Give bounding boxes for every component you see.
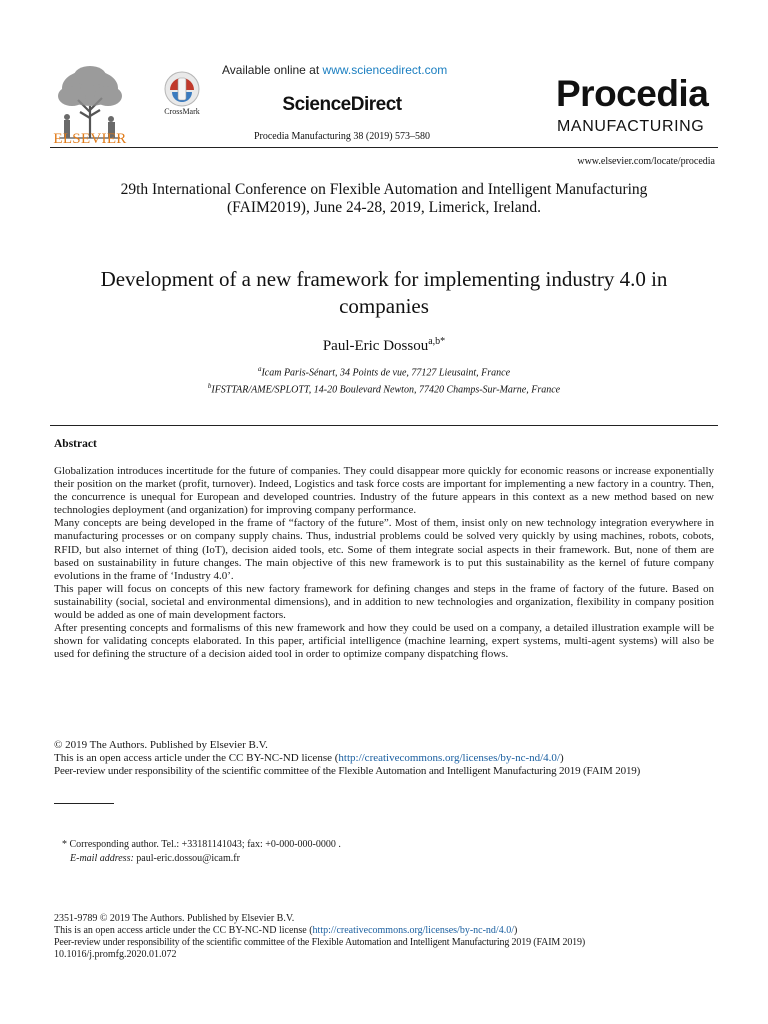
conference-line-2: (FAIM2019), June 24-28, 2019, Limerick, Ireland. [227,199,541,216]
abstract-paragraph-1: Globalization introduces incertitude for the future of companies. They could disappear more quickly for economic reasons or increase exponentially their position on the market (profit, turnover). Indeed, Logistics and task force costs are important for implementing a new factory in a country. Then, the concurrence is unequal for European and developed countries. Industry of the future appears in this context as a new method based on new technologies deployment (and organization) for improving company performance. [54,465,714,517]
bottom-license-link[interactable]: http://creativecommons.org/licenses/by-nc-nd/4.0/ [312,925,514,936]
author-line [40,336,728,355]
open-access-line [54,752,718,765]
abstract-body [54,465,714,661]
affiliation-a-mark: a [257,365,262,373]
author-affiliation-marks: a,b* [428,336,446,347]
bottom-open-access-prefix: This is an open access article under the CC BY-NC-ND license ( [54,925,313,936]
procedia-wordmark: Procedia [556,73,709,114]
affiliation-a [40,365,728,378]
abstract-divider [50,425,718,426]
availability-line [222,63,447,77]
issn-line: 2351-9789 © 2019 The Authors. Published by Elsevier B.V. [54,913,295,924]
crossmark-icon[interactable] [158,70,206,108]
email-label: E-mail address: [70,853,134,864]
doi-line[interactable]: 10.1016/j.promfg.2020.01.072 [54,949,177,960]
license-link[interactable]: http://creativecommons.org/licenses/by-nc-nd/4.0/ [338,752,560,764]
affiliation-a-text: Icam Paris-Sénart, 34 Points de vue, 77127 Lieusaint, France [261,367,511,379]
affiliation-b-mark: b [207,382,212,390]
open-access-prefix: This is an open access article under the CC BY-NC-ND license ( [54,752,339,764]
conference-name [40,181,728,217]
abstract-paragraph-2: Many concepts are being developed in the frame of “factory of the future”. Most of them, insist only on new technology integration everywhere in manufacturing processes or on company supply chains. Thus, industrial problems could be solved very quickly by using machines, robots, cobots, RFID, but also internet of thing (IoT), decision aided tools, etc. Some of them integrate social aspects in their framework. But, none of them are based on sustainability in future changes. The main objective of this new framework is to put this sustainability as the kernel of future company evolutions in the frame of ‘Industry 4.0’. [54,517,714,582]
email-address[interactable]: paul-eric.dossou@icam.fr [133,853,240,864]
header-divider [50,147,718,148]
crossmark-label: CrossMark [164,107,200,116]
abstract-heading: Abstract [54,438,97,450]
conference-line-1: 29th International Conference on Flexible Automation and Intelligent Manufacturing [120,181,648,198]
availability-prefix: Available online at [222,63,323,77]
abstract-paragraph-4: After presenting concepts and formalisms of this new framework and how they could be used on a company, a detailed illustration example will be shown for validating concepts elaborated. In this paper, artificial intelligence (machine learning, expert systems, multi-agent systems) will also be used for defining the structure of a decision aided tool in order to optimize company dispatching flows. [54,622,714,661]
procedia-subtitle: MANUFACTURING [557,118,705,135]
peer-review-line: Peer-review under responsibility of the scientific committee of the Flexible Automation and Intelligent Manufacturing 2019 (FAIM 2019) [54,765,641,777]
sciencedirect-wordmark: ScienceDirect [282,94,402,115]
affiliation-b [40,382,728,395]
elsevier-wordmark: ELSEVIER [53,131,127,147]
paper-title-line-2: companies [339,294,429,318]
affiliation-b-text: IFSTTAR/AME/SPLOTT, 14-20 Boulevard Newton, 77420 Champs-Sur-Marne, France [211,384,561,396]
journal-url[interactable]: www.elsevier.com/locate/procedia [577,156,715,167]
bottom-peer-review-line: Peer-review under responsibility of the scientific committee of the Flexible Automation and Intelligent Manufacturing 2019 (FAIM 2019) [54,937,586,948]
paper-title-line-1: Development of a new framework for implementing industry 4.0 in [100,267,668,291]
footnote-divider [54,803,114,804]
bottom-open-access-suffix: ) [513,925,518,936]
email-note [70,853,240,864]
author-name: Paul-Eric Dossou [322,338,429,354]
sciencedirect-link[interactable]: www.sciencedirect.com [322,63,448,77]
journal-citation: Procedia Manufacturing 38 (2019) 573–580 [253,131,431,142]
abstract-paragraph-3: This paper will focus on concepts of this new factory framework for defining changes and steps in the frame of factory of the future. Based on sustainability (social, societal and environmental dimensions), and in addition to new technologies and organization, flexibility in company position would be added as one of main development factors. [54,582,714,622]
bottom-open-access-line [54,925,718,937]
open-access-suffix: ) [560,752,564,764]
paper-title [40,266,728,320]
copyright-line: © 2019 The Authors. Published by Elsevier B.V. [54,739,268,751]
corresponding-author-note: * Corresponding author. Tel.: +33181141043; fax: +0-000-000-0000 . [62,839,341,850]
